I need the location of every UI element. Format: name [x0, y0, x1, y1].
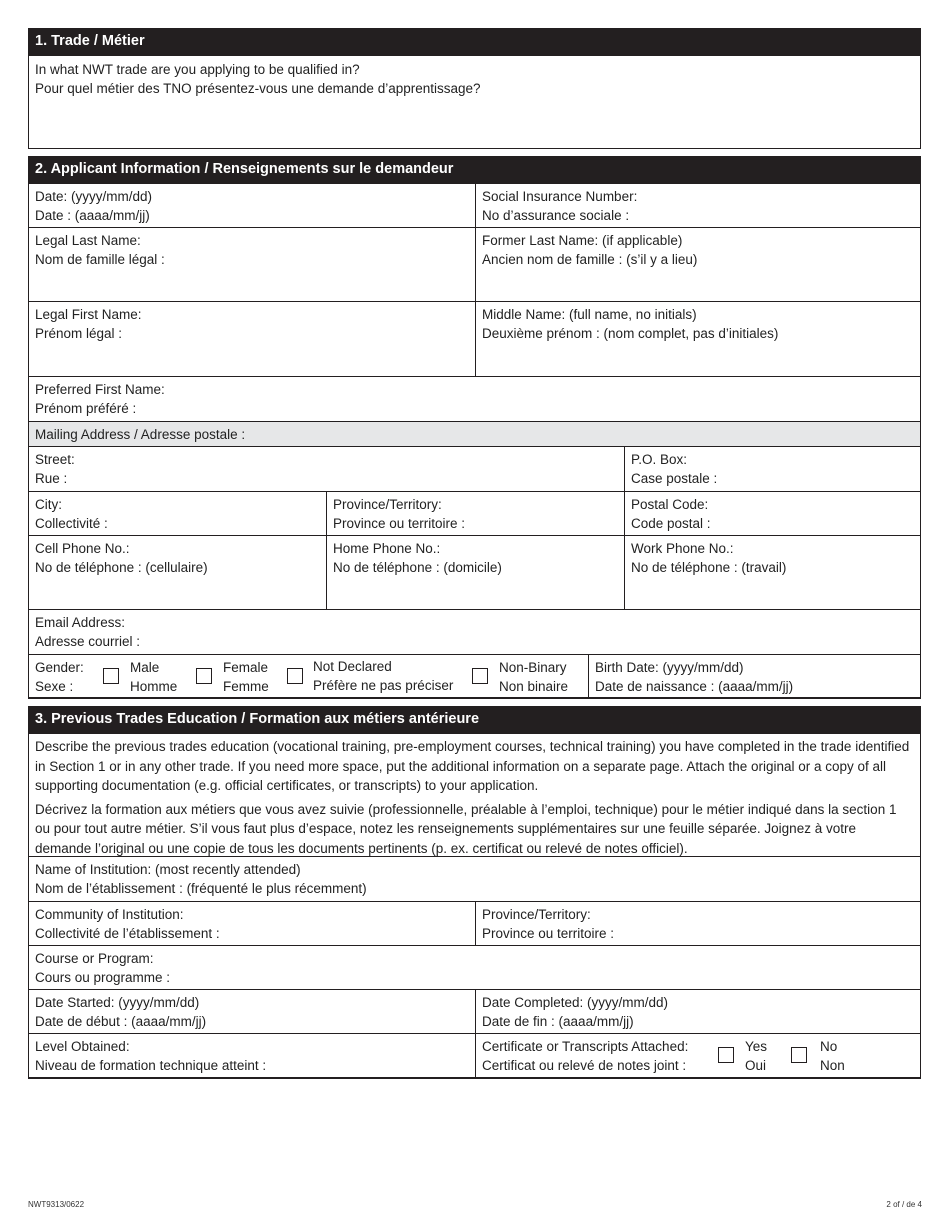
street-label-en: Street:	[35, 452, 75, 467]
certificate-no-label-en: No	[820, 1039, 838, 1054]
sin-label-fr: No d’assurance sociale :	[482, 208, 630, 223]
gender-male-label-en: Male	[130, 660, 160, 675]
section-3-instructions	[28, 733, 921, 857]
cell-phone-field[interactable]	[28, 535, 327, 610]
former-last-name-field[interactable]	[475, 227, 921, 302]
certificate-yes-label-fr: Oui	[745, 1058, 767, 1073]
certificate-no-checkbox[interactable]	[791, 1047, 807, 1063]
date-started-field[interactable]	[28, 989, 476, 1034]
community-label-en: Community of Institution:	[35, 907, 184, 922]
institution-label-fr: Nom de l’établissement : (fréquenté le plus récemment)	[35, 881, 367, 896]
birth-date-label-en: Birth Date: (yyyy/mm/dd)	[595, 660, 744, 675]
home-phone-field[interactable]	[326, 535, 625, 610]
birth-date-field[interactable]	[588, 654, 921, 699]
trade-question-en: In what NWT trade are you applying to be qualified in?	[35, 62, 360, 77]
course-label-en: Course or Program:	[35, 951, 154, 966]
date-label-fr: Date : (aaaa/mm/jj)	[35, 208, 150, 223]
work-phone-label-fr: No de téléphone : (travail)	[631, 560, 787, 575]
date-started-label-fr: Date de début : (aaaa/mm/jj)	[35, 1014, 207, 1029]
certificate-no-label-fr: Non	[820, 1058, 845, 1073]
city-field[interactable]	[28, 491, 327, 536]
gender-label-fr: Sexe :	[35, 679, 74, 694]
gender-female-label-fr: Femme	[223, 679, 269, 694]
gender-not-declared-label-en: Not Declared	[313, 659, 392, 674]
mailing-address-label: Mailing Address / Adresse postale :	[35, 427, 246, 442]
gender-non-binary-label-fr: Non binaire	[499, 679, 569, 694]
community-field[interactable]	[28, 901, 476, 946]
trade-question-fr: Pour quel métier des TNO présentez-vous une demande d’apprentissage?	[35, 81, 481, 96]
gender-non-binary-checkbox[interactable]	[472, 668, 488, 684]
birth-date-label-fr: Date de naissance : (aaaa/mm/jj)	[595, 679, 794, 694]
sin-field[interactable]	[475, 183, 921, 228]
province-label-fr: Province ou territoire :	[333, 516, 466, 531]
middle-name-label-fr: Deuxième prénom : (nom complet, pas d’initiales)	[482, 326, 779, 341]
certificate-label-en: Certificate or Transcripts Attached:	[482, 1039, 689, 1054]
gender-male-checkbox[interactable]	[103, 668, 119, 684]
sin-label-en: Social Insurance Number:	[482, 189, 638, 204]
instructions-en: Describe the previous trades education (vocational training, pre-employment courses, technical training) you have completed in the trade identified in Section 1 or in any other trade. If you need more space, put the additional information on a separate page. Attach the original or a copy of all supporting documentation (e.g. official certificates, or transcripts) to your application.	[35, 739, 910, 793]
preferred-name-field[interactable]	[28, 376, 921, 422]
preferred-name-label-en: Preferred First Name:	[35, 382, 165, 397]
mailing-address-heading	[28, 421, 921, 447]
certificate-yes-label-en: Yes	[745, 1039, 768, 1054]
po-box-label-fr: Case postale :	[631, 471, 718, 486]
page-number: 2 of / de 4	[886, 1200, 922, 1209]
institution-field[interactable]	[28, 856, 921, 902]
date-label-en: Date: (yyyy/mm/dd)	[35, 189, 153, 204]
last-name-label-fr: Nom de famille légal :	[35, 252, 165, 267]
level-label-fr: Niveau de formation technique atteint :	[35, 1058, 267, 1073]
po-box-label-en: P.O. Box:	[631, 452, 688, 467]
form-number: NWT9313/0622	[28, 1200, 85, 1209]
date-completed-label-fr: Date de fin : (aaaa/mm/jj)	[482, 1014, 634, 1029]
institution-province-field[interactable]	[475, 901, 921, 946]
email-field[interactable]	[28, 609, 921, 655]
middle-name-label-en: Middle Name: (full name, no initials)	[482, 307, 697, 322]
province-field[interactable]	[326, 491, 625, 536]
postal-code-label-fr: Code postal :	[631, 516, 711, 531]
institution-province-label-en: Province/Territory:	[482, 907, 591, 922]
institution-province-label-fr: Province ou territoire :	[482, 926, 615, 941]
street-label-fr: Rue :	[35, 471, 68, 486]
community-label-fr: Collectivité de l’établissement :	[35, 926, 220, 941]
work-phone-field[interactable]	[624, 535, 921, 610]
street-field[interactable]	[28, 446, 625, 492]
first-name-label-en: Legal First Name:	[35, 307, 142, 322]
date-field[interactable]	[28, 183, 476, 228]
institution-label-en: Name of Institution: (most recently attended)	[35, 862, 301, 877]
gender-non-binary-label-en: Non-Binary	[499, 660, 567, 675]
section-3-header: 3. Previous Trades Education / Formation aux métiers antérieure	[28, 706, 921, 733]
home-phone-label-en: Home Phone No.:	[333, 541, 441, 556]
gender-male-label-fr: Homme	[130, 679, 178, 694]
course-label-fr: Cours ou programme :	[35, 970, 171, 985]
date-completed-field[interactable]	[475, 989, 921, 1034]
date-completed-label-en: Date Completed: (yyyy/mm/dd)	[482, 995, 669, 1010]
date-started-label-en: Date Started: (yyyy/mm/dd)	[35, 995, 200, 1010]
gender-female-label-en: Female	[223, 660, 269, 675]
cell-phone-label-en: Cell Phone No.:	[35, 541, 130, 556]
instructions-fr: Décrivez la formation aux métiers que vous avez suivie (professionnelle, préalable à l’emploi, technique) pour le métier indiqué dans la section 1 ou pour tout autre métier. S’il vous faut plus d’espace, notez les renseignements supplémentaires sur une feuille séparée. Joignez à votre demande l’original ou une copie de tous les documents pertinents (p. ex. certificat ou relevé de notes officiel).	[35, 801, 897, 856]
home-phone-label-fr: No de téléphone : (domicile)	[333, 560, 502, 575]
level-obtained-field[interactable]	[28, 1033, 476, 1079]
email-label-fr: Adresse courriel :	[35, 634, 141, 649]
city-label-en: City:	[35, 497, 62, 512]
cell-phone-label-fr: No de téléphone : (cellulaire)	[35, 560, 208, 575]
work-phone-label-en: Work Phone No.:	[631, 541, 734, 556]
email-label-en: Email Address:	[35, 615, 126, 630]
certificate-field	[475, 1033, 921, 1079]
first-name-field[interactable]	[28, 301, 476, 377]
course-field[interactable]	[28, 945, 921, 990]
certificate-label-fr: Certificat ou relevé de notes joint :	[482, 1058, 687, 1073]
level-label-en: Level Obtained:	[35, 1039, 130, 1054]
certificate-yes-checkbox[interactable]	[718, 1047, 734, 1063]
section-2-header: 2. Applicant Information / Renseignements sur le demandeur	[28, 156, 921, 183]
last-name-label-en: Legal Last Name:	[35, 233, 141, 248]
province-label-en: Province/Territory:	[333, 497, 442, 512]
gender-label-en: Gender:	[35, 660, 84, 675]
section-1-header: 1. Trade / Métier	[28, 28, 921, 55]
trade-field[interactable]	[28, 55, 921, 149]
city-label-fr: Collectivité :	[35, 516, 108, 531]
gender-not-declared-label-fr: Préfère ne pas préciser	[313, 678, 454, 693]
former-last-name-label-fr: Ancien nom de famille : (s’il y a lieu)	[482, 252, 698, 267]
former-last-name-label-en: Former Last Name: (if applicable)	[482, 233, 683, 248]
gender-female-checkbox[interactable]	[196, 668, 212, 684]
gender-not-declared-checkbox[interactable]	[287, 668, 303, 684]
first-name-label-fr: Prénom légal :	[35, 326, 123, 341]
postal-code-field[interactable]	[624, 491, 921, 536]
po-box-field[interactable]	[624, 446, 921, 492]
postal-code-label-en: Postal Code:	[631, 497, 709, 512]
middle-name-field[interactable]	[475, 301, 921, 377]
preferred-name-label-fr: Prénom préféré :	[35, 401, 137, 416]
last-name-field[interactable]	[28, 227, 476, 302]
